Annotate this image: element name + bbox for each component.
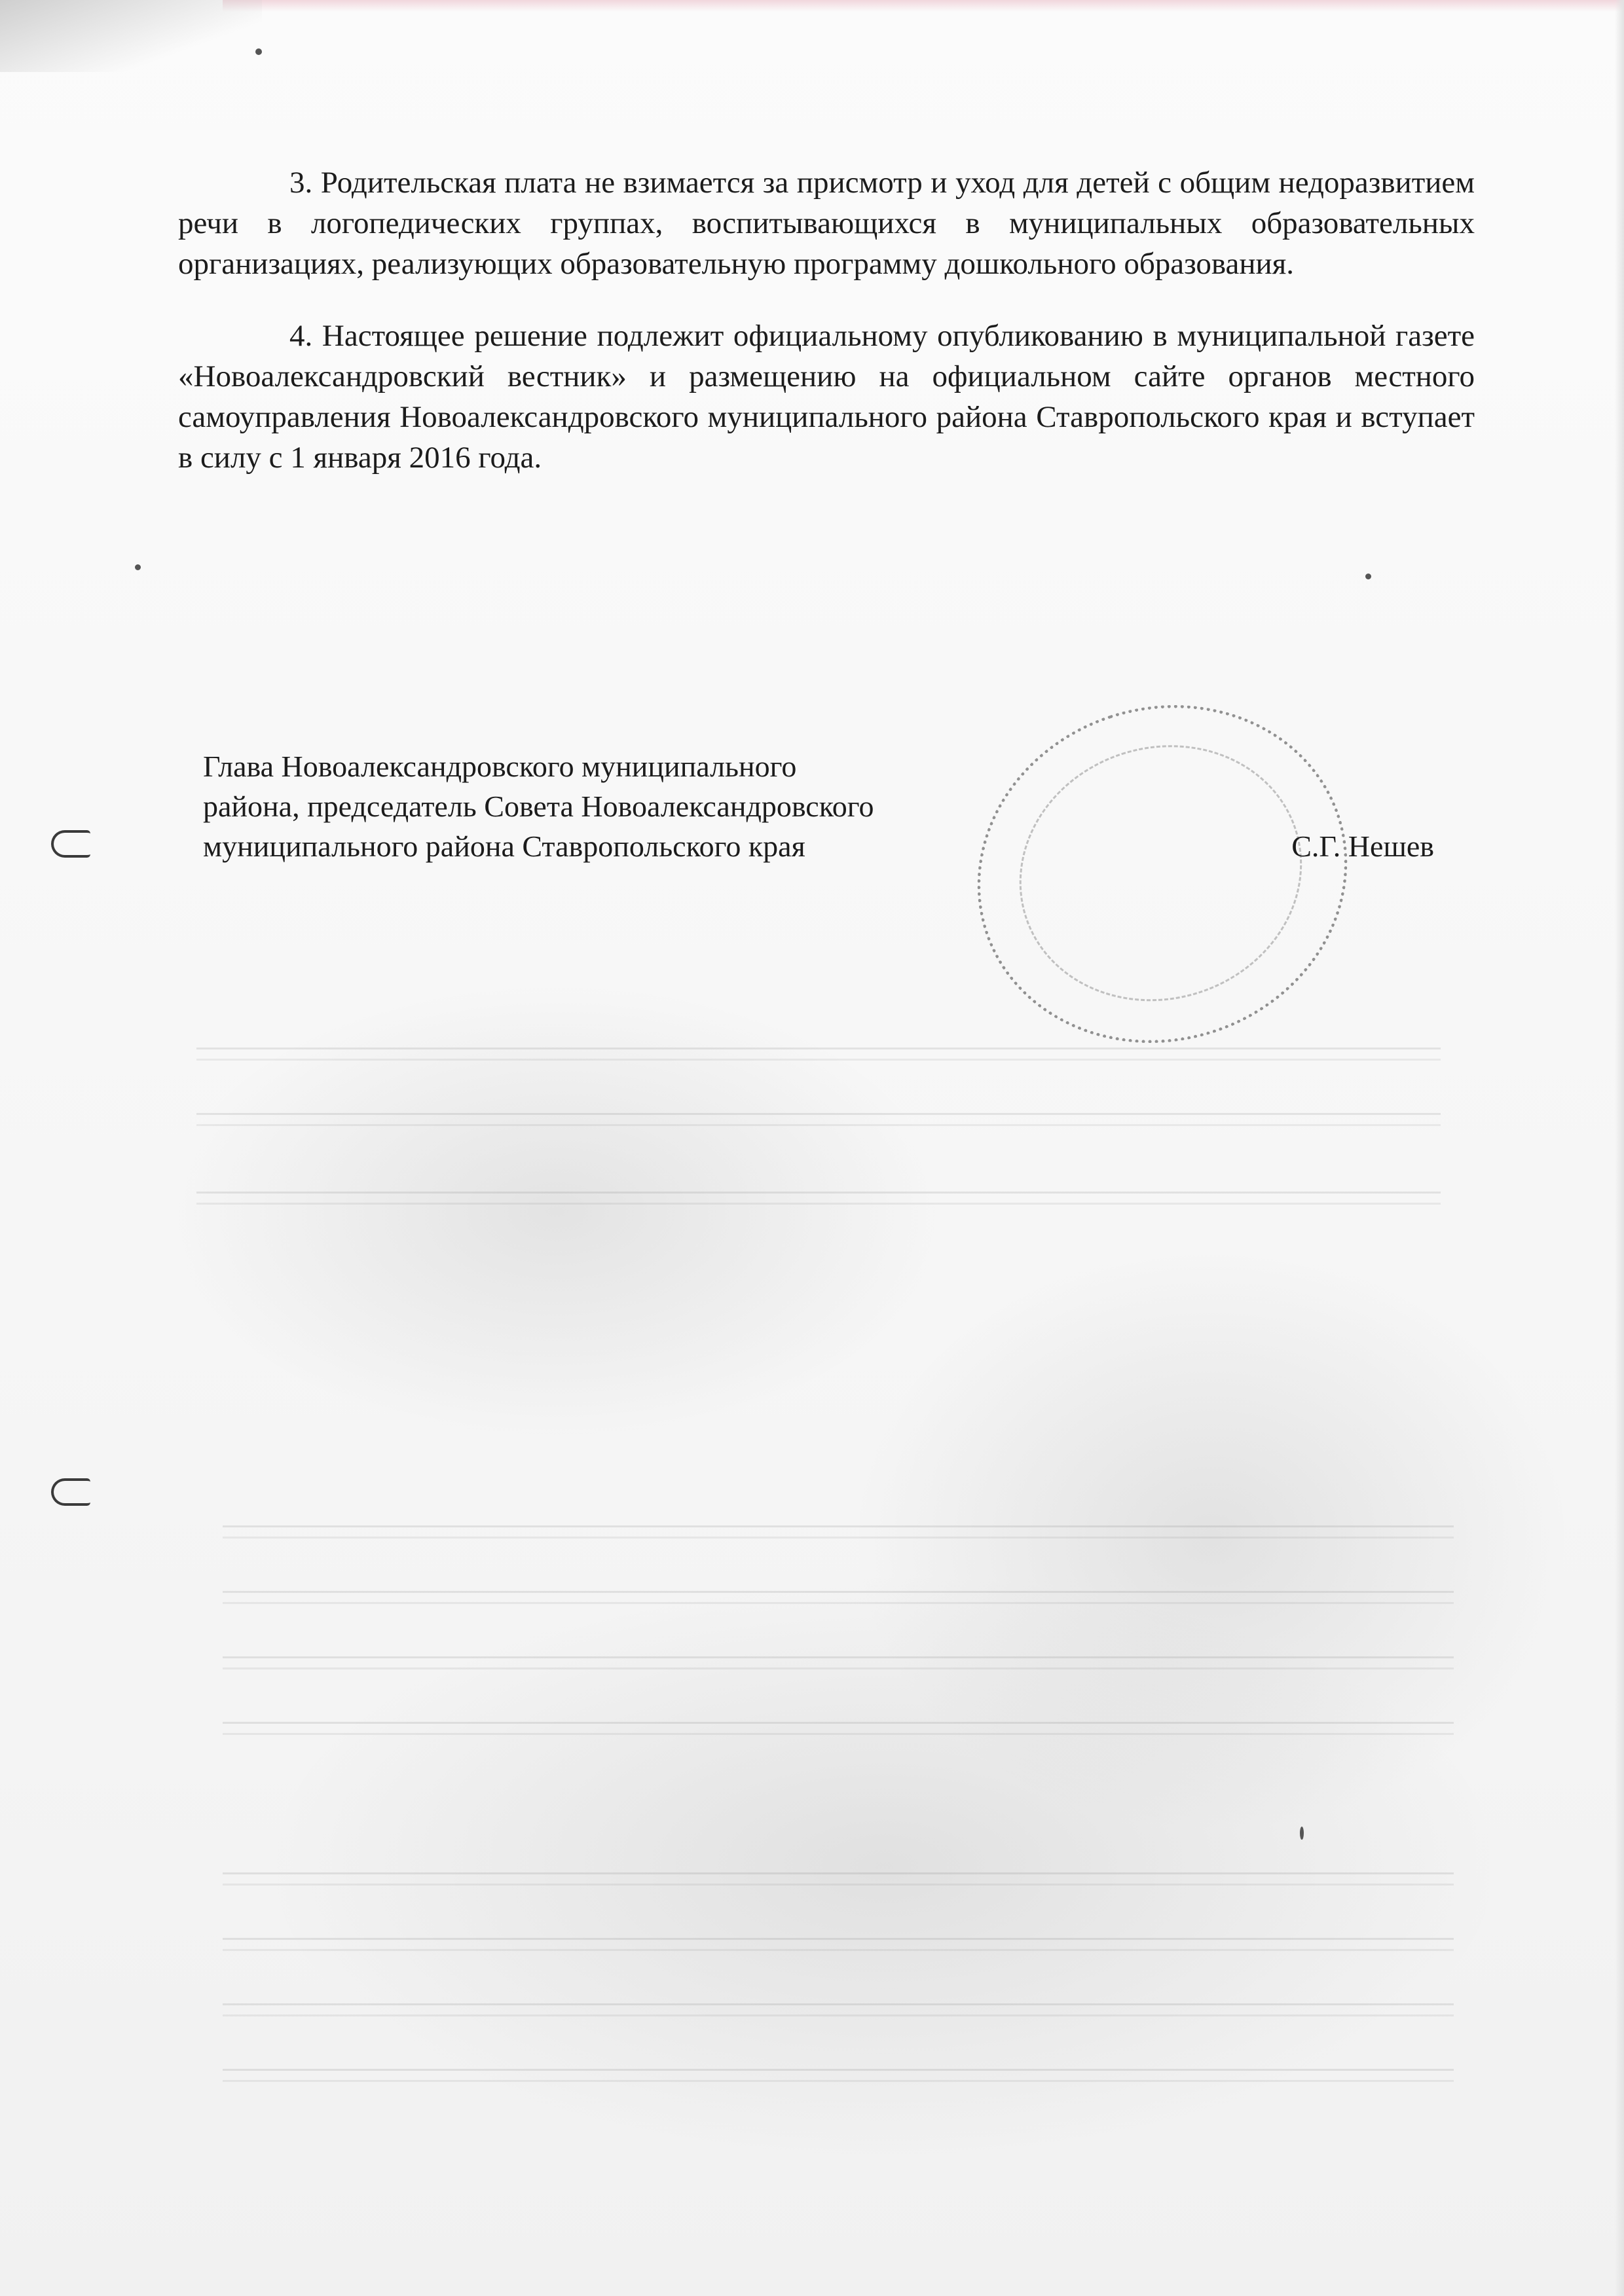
scan-dust-speck: [255, 48, 262, 55]
bleed-through-line: [223, 1938, 1454, 1951]
bleed-through-line: [223, 1872, 1454, 1886]
scan-dust-speck: [1365, 574, 1371, 579]
bleed-through-line: [223, 1525, 1454, 1539]
bleed-through-line: [223, 1722, 1454, 1735]
scan-dust-speck: [1300, 1827, 1304, 1840]
bleed-through-line: [223, 2069, 1454, 2082]
bleed-through-shadow: [851, 1244, 1572, 1833]
bleed-through-line: [223, 1591, 1454, 1604]
scan-edge-right: [1615, 0, 1624, 2296]
bleed-through-line: [223, 1656, 1454, 1669]
bleed-through-line: [196, 1048, 1441, 1061]
document-body: [178, 162, 1475, 478]
signatory-name: С.Г. Нешев: [1291, 829, 1434, 863]
bleed-through-line: [196, 1113, 1441, 1126]
signatory-title-line-2: района, председатель Совета Новоалександровского: [203, 790, 874, 823]
round-seal-stamp: [933, 657, 1392, 1090]
paragraph-3: 3. Родительская плата не взимается за присмотр и уход для детей с общим недоразвитием речи в логопедических группах, воспитывающихся в муниципальных образовательных организациях, реализующих образовательную программу дошкольного образования.: [178, 166, 1475, 281]
punch-hole-mark: [51, 830, 90, 858]
signatory-title-line-1: Глава Новоалександровского муниципального: [203, 750, 797, 783]
punch-hole-mark: [51, 1478, 90, 1506]
bleed-through-line: [196, 1192, 1441, 1205]
scan-dust-speck: [135, 564, 141, 570]
paragraph-4: 4. Настоящее решение подлежит официальному опубликованию в муниципальной газете «Новоалександровский вестник» и размещению на официальном сайте органов местного самоуправления Новоалександровского муниципального района Ставропольского края и вступает в силу с 1 января 2016 года.: [178, 319, 1475, 475]
scan-corner-shadow: [0, 0, 262, 72]
scan-edge-top: [223, 0, 1624, 12]
signatory-title-line-3: муниципального района Ставропольского края: [203, 829, 805, 863]
signature-block: [203, 746, 1434, 866]
bleed-through-line: [223, 2003, 1454, 2016]
